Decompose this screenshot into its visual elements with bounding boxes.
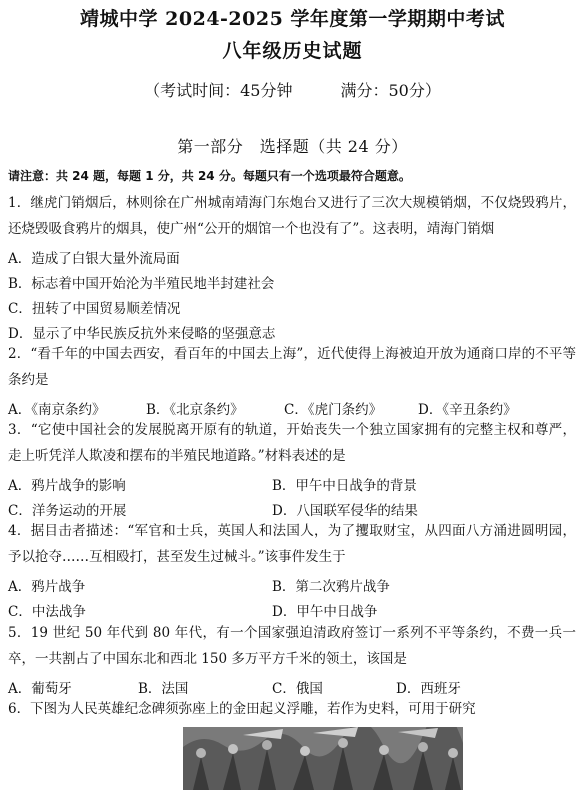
exam-time: （考试时间：45分钟 (144, 81, 293, 100)
question-5-option-c: C．俄国 (272, 681, 323, 697)
question-2-option-c: C．《虎门条约》 (284, 402, 383, 418)
question-1-stem: 1．继虎门销烟后，林则徐在广州城南靖海门东炮台又进行了三次大规模销烟，不仅烧毁鸦片，还烧毁吸食鸦片的烟具，使广州“公开的烟馆一个也没有了”。这表明，靖海门销烟 (8, 195, 576, 237)
question-3-option-a: A．鸦片战争的影响 (8, 478, 126, 494)
question-3-option-d: D．八国联军侵华的结果 (272, 503, 418, 519)
question-4-stem: 4．据目击者描述：“军官和士兵，英国人和法国人，为了攫取财宝，从四面八方涌进圆明园，予以抢夺……互相殴打，甚至发生过械斗。”该事件发生于 (8, 523, 576, 565)
exam-subtitle: 八年级历史试题 (222, 40, 363, 62)
question-3-stem: 3．“它使中国社会的发展脱离开原有的轨道，开始丧失一个独立国家拥有的完整主权和尊严，走上听凭洋人欺凌和摆布的半殖民地道路。”材料表述的是 (8, 422, 576, 464)
question-3-option-c: C．洋务运动的开展 (8, 503, 127, 519)
exam-score: 满分：50分） (340, 81, 441, 100)
question-4-option-b: B．第二次鸦片战争 (272, 579, 390, 595)
question-5-option-d: D．西班牙 (396, 681, 461, 697)
exam-title: 靖城中学 2024-2025 学年度第一学期期中考试 (80, 8, 505, 30)
question-1-option-c: C．扭转了中国贸易顺差情况 (8, 301, 181, 317)
question-5-stem: 5．19 世纪 50 年代到 80 年代，有一个国家强迫清政府签订一系列不平等条约，不费一兵一卒，一共割占了中国东北和西北 150 多万平方千米的领土，该国是 (8, 625, 576, 667)
question-1-option-a: A．造成了白银大量外流局面 (8, 251, 180, 267)
question-4-option-d: D．甲午中日战争 (272, 604, 378, 620)
question-4-option-c: C．中法战争 (8, 604, 86, 620)
question-3-option-b: B．甲午中日战争的背景 (272, 478, 417, 494)
question-5-option-b: B．法国 (138, 681, 189, 697)
question-2-option-d: D．《辛丑条约》 (418, 402, 517, 418)
question-1-option-d: D．显示了中华民族反抗外来侵略的坚强意志 (8, 326, 276, 342)
relief-sculpture-image (183, 727, 463, 790)
question-6-stem: 6．下图为人民英雄纪念碑须弥座上的金田起义浮雕，若作为史料，可用于研究 (8, 701, 476, 717)
question-2-option-a: A．《南京条约》 (8, 402, 106, 418)
exam-info (0, 78, 585, 101)
question-4-option-a: A．鸦片战争 (8, 579, 86, 595)
section-title: 第一部分 选择题（共 24 分） (177, 137, 408, 156)
question-2-option-b: B．《北京条约》 (146, 402, 244, 418)
relief-figures-illustration (183, 727, 463, 790)
section-notice: 请注意：共 24 题，每题 1 分，共 24 分。每题只有一个选项最符合题意。 (8, 169, 411, 183)
question-2-stem: 2．“看千年的中国去西安，看百年的中国去上海”，近代使得上海被迫开放为通商口岸的不平等条约是 (8, 346, 576, 388)
question-1-option-b: B．标志着中国开始沦为半殖民地半封建社会 (8, 276, 275, 292)
question-5-option-a: A．葡萄牙 (8, 681, 72, 697)
